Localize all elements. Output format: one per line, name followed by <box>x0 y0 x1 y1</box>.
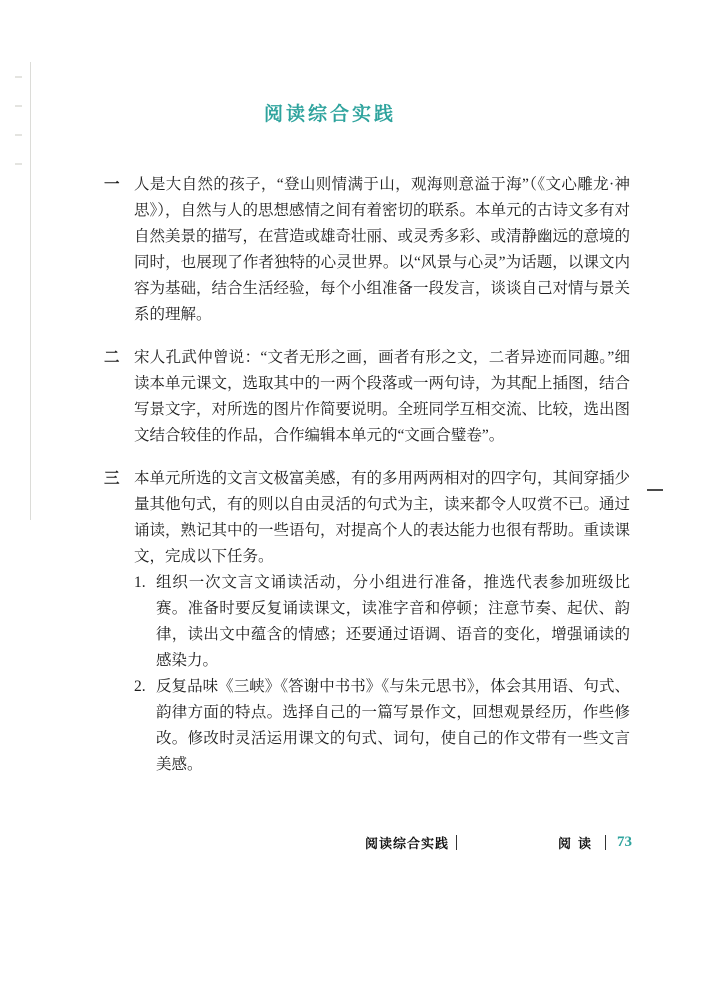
footer-divider <box>605 835 606 850</box>
subtask-number: 2. <box>134 678 146 695</box>
subtask-item-1 <box>134 570 630 674</box>
left-margin-scan-line <box>30 62 31 520</box>
task-body <box>134 466 630 778</box>
task-item-1 <box>104 172 630 328</box>
subtask-number: 1. <box>134 574 146 591</box>
content-area <box>104 172 630 795</box>
task-number: 三 <box>104 470 120 487</box>
task-text: 本单元所选的文言文极富美感，有的多用两两相对的四字句，其间穿插少量其他句式，有的则以自由灵活的句式为主，读来都令人叹赏不已。通过诵读，熟记其中的一些语句，对提高个人的表达能力也很有帮助。重读课文，完成以下任务。 <box>134 470 631 565</box>
footer-category-label: 阅读 <box>557 835 598 851</box>
page-footer <box>0 833 632 851</box>
task-number: 二 <box>104 349 120 366</box>
task-text: 人是大自然的孩子，“登山则情满于山，观海则意溢于海”（《文心雕龙·神思》），自然与人的思想感情之间有着密切的联系。本单元的古诗文多有对自然美景的描写，在营造或雄奇壮丽、或灵秀多彩、或清静幽远的意境的同时，也展现了作者独特的心灵世界。以“风景与心灵”为话题，以课文内容为基础，结合生活经验，每个小组准备一段发言，谈谈自己对情与景关系的理解。 <box>134 176 631 323</box>
task-item-3 <box>104 466 630 778</box>
subtask-text: 反复品味《三峡》《答谢中书书》《与朱元思书》，体会其用语、句式、韵律方面的特点。选择自己的一篇写景作文，回想观景经历，作些修改。修改时灵活运用课文的句式、词句，使自己的作文带有一些文言美感。 <box>156 678 630 773</box>
scan-tick <box>15 163 22 165</box>
page-number: 73 <box>617 833 632 850</box>
task-item-2 <box>104 345 630 449</box>
task-body <box>134 345 630 449</box>
footer-section-title: 阅读综合实践 <box>364 835 449 851</box>
page-title: 阅读综合实践 <box>263 104 396 125</box>
subtask-text: 组织一次文言文诵读活动，分小组进行准备，推选代表参加班级比赛。准备时要反复诵读课文，读准字音和停顿；注意节奏、起伏、韵律，读出文中蕴含的情感；还要通过语调、语音的变化，增强诵读的感染力。 <box>156 574 630 669</box>
subtask-item-2 <box>134 674 630 778</box>
scan-tick <box>15 76 22 78</box>
task-body <box>134 172 630 328</box>
right-margin-dash <box>647 489 663 491</box>
scan-tick <box>15 134 22 136</box>
footer-divider <box>456 835 457 850</box>
task-text: 宋人孔武仲曾说：“文者无形之画，画者有形之文，二者异迹而同趣。”细读本单元课文，选取其中的一两个段落或一两句诗，为其配上插图，结合写景文字，对所选的图片作简要说明。全班同学互相交流、比较，选出图文结合较佳的作品，合作编辑本单元的“文画合璧卷”。 <box>134 349 631 444</box>
task-number: 一 <box>104 176 120 193</box>
